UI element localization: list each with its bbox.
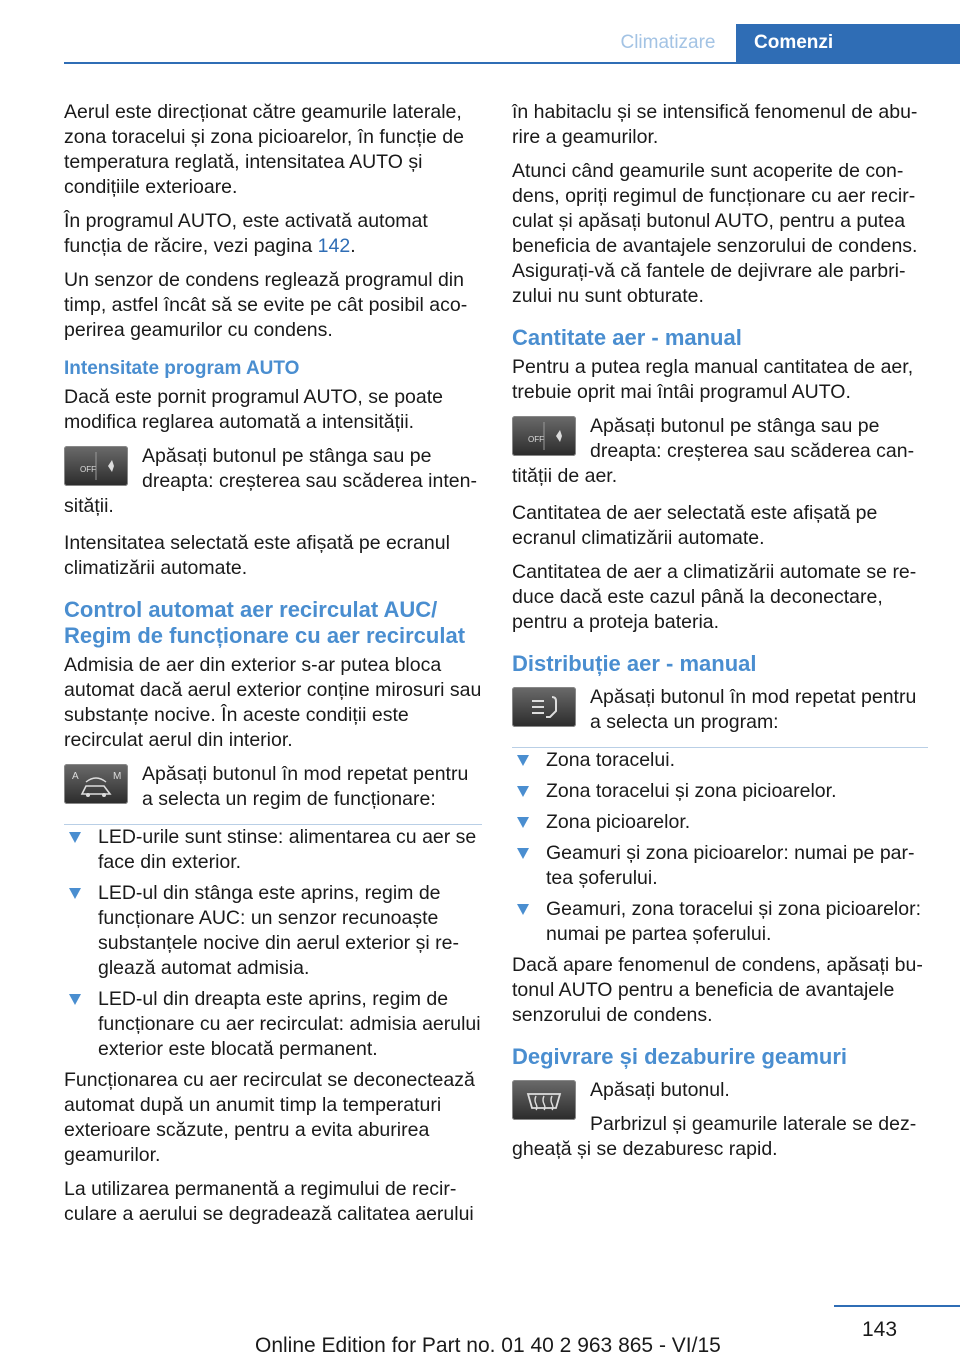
auc-instruction — [64, 762, 482, 812]
list-item: LED-ul din dreapta este aprins, regim de funcționare cu aer recirculat: admisia aerului exterior este blocată permanent. — [64, 987, 482, 1062]
page-number: 143 — [862, 1318, 898, 1341]
recirculation-button-icon — [64, 764, 128, 804]
air-distribution-button-icon — [512, 687, 576, 727]
heading-intensity: Intensitate program AUTO — [64, 358, 300, 379]
auc-label-m: M — [113, 771, 122, 782]
instruction-text: Parbrizul și geamurile laterale se dezgheață și se dezaburesc rapid. — [512, 1113, 917, 1160]
off-label: OFF — [80, 465, 96, 474]
air-distribution-instruction — [512, 685, 928, 735]
paragraph: La utilizarea permanentă a regimului de recirculare a aerului se degradează calitatea aerului — [64, 1178, 474, 1225]
list-item: Zona toracelui și zona picioarelor. — [512, 779, 928, 804]
intensity-instruction — [64, 444, 482, 519]
paragraph: Admisia de aer din exterior s-ar putea bloca automat dacă aerul exterior conține mirosuri sau substanțe nocive. În aceste condiții este recirculat aerul din interior. — [64, 654, 482, 751]
section-tab-comenzi: Comenzi — [736, 24, 960, 62]
list-item: LED-ul din stânga este aprins, regim de funcționare AUC: un senzor recunoaște substanțele nocive din aerul exterior și reglează automat admisia. — [64, 881, 482, 981]
paragraph: Cantitatea de aer selectată este afișată pe ecranul climatizării automate. — [512, 502, 878, 549]
off-label: OFF — [528, 435, 544, 444]
defrost-button-icon — [512, 1080, 576, 1120]
paragraph: Atunci când geamurile sunt acoperite de condens, opriți regimul de funcționare cu aer recirculat și apăsați butonul AUTO, pentru a putea beneficia de avantajele senzorului de condens. Asigurați-vă că fantele de dejivrare ale parbrizului nu sunt obturate. — [512, 160, 918, 307]
paragraph-text: În programul AUTO, este activată automat funcția de răcire, vezi pagina — [64, 210, 428, 257]
heading-auc: Control automat aer recirculat AUC/ Regim de funcționare cu aer recirculat — [64, 597, 466, 648]
paragraph: Cantitatea de aer a climatizării automate se reduce dacă este cazul până la deconectare, pentru a proteja bateria. — [512, 561, 917, 633]
defrost-instruction — [512, 1078, 928, 1162]
paragraph: Aerul este direcționat către geamurile laterale, zona toracelui și zona picioarelor, în funcție de temperatura reglată, intensitatea AUTO și condițiile exterioare. — [64, 101, 464, 198]
header-rule — [64, 62, 960, 64]
paragraph — [64, 209, 482, 259]
list-item: Zona picioarelor. — [512, 810, 928, 835]
intensity-button-icon — [64, 446, 128, 486]
page-number-rule — [834, 1305, 960, 1307]
list-item: Zona toracelui. — [512, 748, 928, 773]
auc-mode-list — [64, 824, 482, 1062]
auc-label-a: A — [72, 771, 79, 782]
right-column — [512, 100, 928, 1174]
air-quantity-button-icon — [512, 416, 576, 456]
instruction-text: Apăsați butonul pe stânga sau pe dreapta: creșterea sau scăderea cantității de aer. — [512, 415, 915, 487]
heading-defrost: Degivrare și dezaburire geamuri — [512, 1044, 848, 1069]
air-distribution-list — [512, 747, 928, 947]
list-item: Geamuri, zona toracelui și zona picioarelor: numai pe partea șoferului. — [512, 897, 928, 947]
air-quantity-instruction — [512, 414, 928, 489]
list-item: Geamuri și zona picioarelor: numai pe partea șoferului. — [512, 841, 928, 891]
paragraph: Pentru a putea regla manual cantitatea de aer, trebuie oprit mai întâi programul AUTO. — [512, 356, 914, 403]
heading-air-distribution: Distribuție aer - manual — [512, 651, 757, 676]
paragraph: Un senzor de condens reglează programul din timp, astfel încât să se evite pe cât posibil acoperirea geamurilor cu condens. — [64, 269, 468, 341]
paragraph: Dacă este pornit programul AUTO, se poate modifica reglarea automată a intensității. — [64, 386, 444, 433]
footer-edition: Online Edition for Part no. 01 40 2 963 865 - VI/15 — [255, 1334, 721, 1357]
paragraph: în habitaclu și se intensifică fenomenul de aburire a geamurilor. — [512, 101, 918, 148]
left-column — [64, 100, 482, 1236]
instruction-text: Apăsați butonul în mod repetat pentru a selecta un regim de funcționare: — [142, 763, 469, 810]
instruction-text: Apăsați butonul pe stânga sau pe dreapta: creșterea sau scăderea intensității. — [64, 445, 477, 517]
paragraph: Funcționarea cu aer recirculat se deconectează automat după un anumit timp la temperaturi exterioare scăzute, pentru a evita aburirea geamurilor. — [64, 1069, 475, 1166]
heading-air-quantity: Cantitate aer - manual — [512, 325, 742, 350]
section-tab-climatizare: Climatizare — [620, 32, 716, 53]
paragraph-text: . — [350, 235, 356, 257]
paragraph: Dacă apare fenomenul de condens, apăsați butonul AUTO pentru a beneficia de avantajele senzorului de condens. — [512, 954, 923, 1026]
paragraph: Intensitatea selectată este afișată pe ecranul climatizării automate. — [64, 532, 450, 579]
page-link[interactable]: 142 — [317, 235, 351, 257]
list-item: LED-urile sunt stinse: alimentarea cu aer se face din exterior. — [64, 825, 482, 875]
instruction-text: Apăsați butonul în mod repetat pentru a selecta un program: — [590, 686, 917, 733]
instruction-text: Apăsați butonul. — [590, 1079, 730, 1101]
